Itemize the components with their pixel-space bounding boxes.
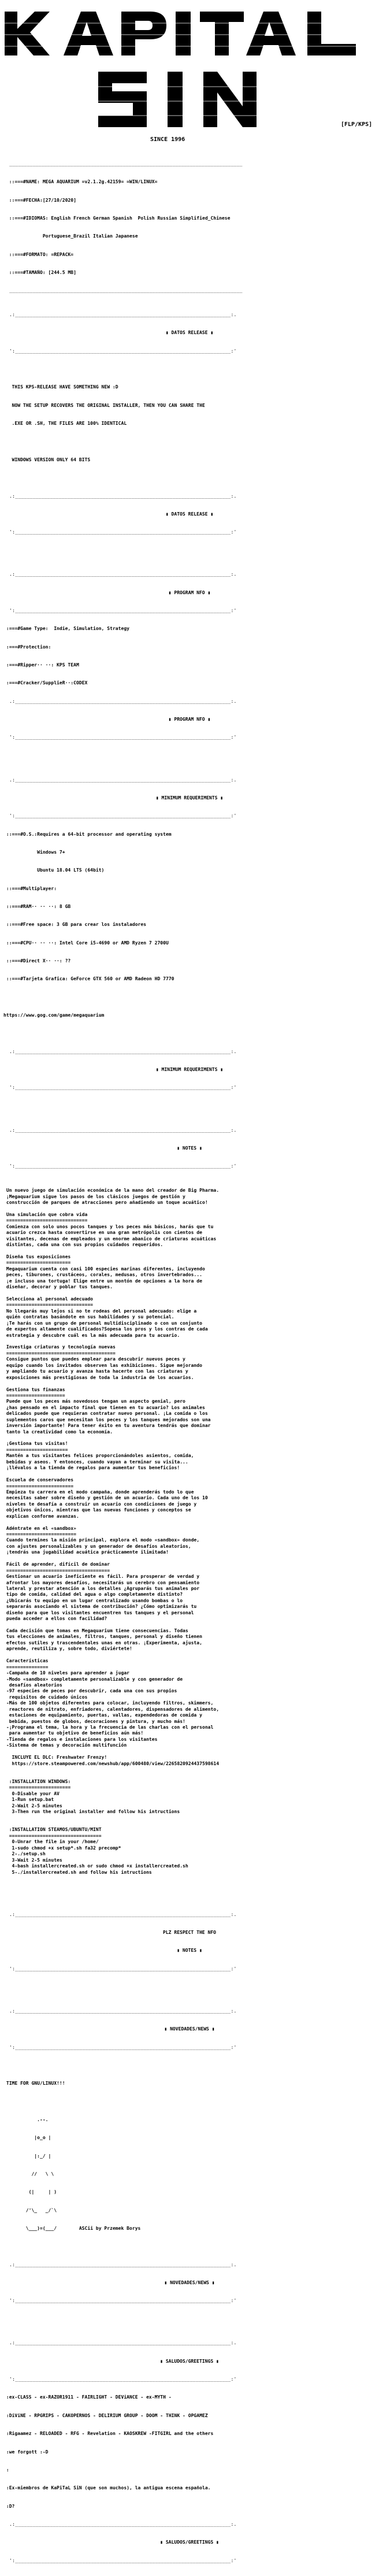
- release-line: [3, 439, 376, 445]
- separator: ':__________________________________________________________________________:': [3, 1085, 237, 1091]
- notes-line: 4-bash installercreated.sh or sudo chmod +x installercreated.sh: [3, 1863, 188, 1869]
- notes-line: 3-Wait 2-5 minutes: [3, 1857, 62, 1863]
- notes-line: Escuela de conservadores: [3, 1477, 74, 1483]
- notes-line: Diseña tus exposiciones: [3, 1254, 71, 1259]
- greeting-line: :: [3, 2467, 9, 2473]
- notes-line: [3, 1652, 376, 1658]
- news-line: [3, 2063, 376, 2069]
- blank-line: [3, 548, 376, 554]
- notes-line: afrontar los mayores desafíos, necesitarás un cerebro con pensamiento: [3, 1580, 200, 1585]
- notes-line: [3, 1339, 376, 1344]
- notes-line: ======================: [3, 1447, 68, 1452]
- notes-line: bebidas y aseos. Y entonces, cuando vayan a terminar su visita...: [3, 1459, 188, 1465]
- separator: ':__________________________________________________________________________:': [3, 2044, 237, 2050]
- notes-line: Gestiona tus finanzas: [3, 1387, 65, 1392]
- section-title-program-end: ▮ PROGRAM NFO ▮: [168, 717, 211, 722]
- separator: ________________________________________________________________________________: [3, 288, 243, 294]
- notes-line: pueda acceder a ellos con facilidad?: [3, 1616, 107, 1622]
- notes-line: efectos sutiles y trascendentales unas en otras. ¡Experimenta, ajusta,: [3, 1640, 202, 1645]
- notes-line: =====================================: [3, 1567, 110, 1573]
- section-title-notes-end: ▮ NOTES ▮: [177, 1948, 202, 1954]
- notes-line: 5-./installercreated.sh and follow his intructions: [3, 1869, 152, 1875]
- notes-line: [3, 1622, 376, 1628]
- program-line: :===#Cracker/SupplieR··:CODEX: [3, 680, 88, 686]
- separator: .:__________________________________________________________________________:.: [3, 2008, 237, 2014]
- separator: .:__________________________________________________________________________:.: [3, 2521, 237, 2527]
- notes-line: aprende, reutiliza y, sobre todo, diviértete!: [3, 1646, 132, 1652]
- notes-line: con ajustes personalizables y un generador de desafíos aleatorios,: [3, 1543, 191, 1549]
- release-line: .EXE OR .SH, THE FILES ARE 100% IDENTICAL: [3, 421, 127, 427]
- notes-line: ¿has pensado en el impacto final que tienen en tu acuario? Los animales: [3, 1404, 205, 1410]
- notes-line: =================================: [3, 1833, 102, 1839]
- notes-line: -97 especies de peces por descubrir, cada una con sus propios: [3, 1688, 177, 1694]
- req-line: ::===#O.S.:Requires a 64-bit processor and operating system: [3, 831, 172, 837]
- notes-line: 2-Wait 2-5 minutes: [3, 1803, 62, 1808]
- greeting-line: :Rigaamez - RELOADED - RFG - Revelation - KAOSKREW -FITGIRL and the others: [3, 2431, 214, 2437]
- separator: ________________________________________________________________________________: [3, 161, 243, 166]
- ascii-credit: \___)=(___/ ASCii by Przemek Borys: [3, 2225, 141, 2231]
- separator: .:__________________________________________________________________________:.: [3, 777, 237, 783]
- separator: ':__________________________________________________________________________:': [3, 529, 237, 535]
- notes-line: para aumentar tu objetivo de beneficios aún más!: [3, 1730, 144, 1736]
- separator: .:__________________________________________________________________________:.: [3, 1911, 237, 1917]
- release-line: WINDOWS VERSION ONLY 64 BITS: [3, 457, 91, 462]
- kapital-sin-logo: [0, 0, 379, 144]
- notes-line: [3, 1773, 376, 1779]
- notes-line: Megaquarium cuenta con casi 100 especies marinas diferentes, incluyendo: [3, 1266, 205, 1272]
- separator: .:__________________________________________________________________________:.: [3, 493, 237, 499]
- notes-line: 0-Unrar the file in your /home/: [3, 1839, 99, 1845]
- notes-line: Adéntrate en el «sandbox»: [3, 1525, 76, 1531]
- logo-graphic: [0, 0, 379, 144]
- notes-line: 1-sudo chmod +x setup*.sh fa32 precomp*: [3, 1845, 121, 1851]
- separator: ':__________________________________________________________________________:': [3, 608, 237, 614]
- notes-line: [3, 1815, 376, 1821]
- notes-line: Puede que los peces más novedosos tengan un aspecto genial, pero: [3, 1399, 185, 1404]
- separator: .:__________________________________________________________________________:.: [3, 1048, 237, 1054]
- separator: ':__________________________________________________________________________:': [3, 2558, 237, 2563]
- info-line: ::===#FORMATO: =REPACK=: [3, 251, 74, 257]
- section-title-datos-end: ▮ DATOS RELEASE ▮: [165, 511, 214, 517]
- blank-line: [3, 2316, 376, 2322]
- separator: .:__________________________________________________________________________:.: [3, 312, 237, 318]
- notes-line: objetivos únicos, mientras que las nuevas funciones y conceptos se: [3, 1507, 191, 1513]
- separator: ':__________________________________________________________________________:': [3, 2377, 237, 2382]
- notes-line: necesitas saber sobre diseño y gestión de un acuario. Cada uno de los 10: [3, 1495, 208, 1501]
- section-title-saludos-end: ▮ SALUDOS/GREETINGS ▮: [160, 2540, 219, 2545]
- notes-line: delicados puede que requieran contratar nuevo personal. ¡La comida o los: [3, 1411, 208, 1417]
- notes-line: estrategia y descubre cuál es la más adecuada para tu acuario.: [3, 1332, 180, 1338]
- notes-line: :INSTALLATION WINDOWS:: [3, 1778, 71, 1784]
- notes-line: -Campaña de 10 niveles para aprender a jugar: [3, 1670, 130, 1676]
- since-text: SINCE 1996: [150, 136, 185, 143]
- blank-line: [3, 1031, 376, 1036]
- notes-line: ¡e incluso una tortuga! Elige entre un montón de opciones a la hora de: [3, 1278, 202, 1284]
- req-line: Windows 7+: [3, 849, 65, 855]
- notes-line: [3, 1472, 376, 1477]
- notes-line: equipo cuando los invitados observen las exhibiciones. Sigue mejorando: [3, 1362, 202, 1368]
- section-title-saludos: ▮ SALUDOS/GREETINGS ▮: [160, 2358, 219, 2364]
- notes-line: 3-Then run the original installer and follow his intructions: [3, 1809, 180, 1815]
- req-line: ::===#RAM·· ·· ··: 8 GB: [3, 904, 71, 910]
- greeting-line: :we forgott :-D: [3, 2449, 49, 2455]
- notes-line: de expertos altamente cualificados?Sopesa los pros y los contras de cada: [3, 1326, 208, 1332]
- req-line: ::===#CPU·· ·· ··: Intel Core i5-4690 or AMD Ryzen 7 2700U: [3, 940, 169, 946]
- notes-line: -Sistema de temas y decoración multifunción: [3, 1743, 127, 1748]
- section-title-min: ▮ MINIMUM REQUERIMENTS ▮: [155, 795, 224, 800]
- ascii-penguin-art: /'\_ _/`\: [3, 2207, 57, 2213]
- notes-line: ¡Megaquarium sigue los pasos de los clásicos juegos de gestión y: [3, 1194, 185, 1199]
- section-title-notes: ▮ NOTES ▮: [177, 1145, 202, 1151]
- section-title-datos: ▮ DATOS RELEASE ▮: [165, 330, 214, 336]
- greeting-line: :Ex-miembros de KaPiTaL SiN (que son muchos), la antigua escena española.: [3, 2485, 211, 2491]
- notes-line: diseño para que los visitantes encuentren tus tanques y el personal: [3, 1610, 194, 1615]
- ascii-penguin-art: // \ \: [3, 2171, 54, 2177]
- notes-line: tus elecciones de animales, filtros, tanques, personal y diseño tienen: [3, 1634, 202, 1640]
- notes-line: [3, 1749, 376, 1755]
- notes-line: Fácil de aprender, difícil de dominar: [3, 1562, 110, 1567]
- respect-text: PLZ RESPECT THE NFO: [162, 1929, 217, 1935]
- notes-line: ¿Ubicarás tu equipo en un lugar centralizado usando bombas o lo: [3, 1598, 183, 1603]
- notes-line: [3, 1821, 376, 1827]
- notes-line: [3, 1767, 376, 1773]
- notes-line: 1-Run setup.bat: [3, 1797, 54, 1803]
- notes-line: :INSTALLATION STEAMOS/UBUNTU/MINT: [3, 1827, 102, 1833]
- req-line: ::===#Tarjeta Grafica: GeForce GTX 560 or AMD Radeon HD 7770: [3, 976, 174, 982]
- notes-line: =======================================: [3, 1350, 116, 1356]
- greeting-line: :DiViNE - RPGRIPS - CAKOPERNOS - DELIRIUM GROUP - DOOM - THINK - OPGAMEZ: [3, 2412, 208, 2418]
- separator: .:__________________________________________________________________________:.: [3, 698, 237, 704]
- ascii-credit-text: ASCii by Przemek Borys: [79, 2225, 141, 2231]
- req-line: Ubuntu 18.04 LTS (64bit): [3, 868, 105, 873]
- notes-line: INCLUYE EL DLC: Freshwater Frenzy!: [3, 1755, 107, 1760]
- req-line: ::===#Free space: 3 GB para crear los instaladores: [3, 922, 147, 928]
- notes-line: ===============: [3, 1664, 49, 1670]
- section-title-novedades: ▮ NOVEDADES/NEWS ▮: [164, 2026, 215, 2032]
- notes-line: estaciones de equipamiento, puertas, vallas, expendedoras de comida y: [3, 1713, 202, 1718]
- news-line: TIME FOR GNU/LINUX!!!: [3, 2081, 65, 2086]
- info-line: ::===#NAME: MEGA AQUARIUM =v2.1.2g.42159= =WIN/LINUX=: [3, 179, 158, 185]
- notes-line: lateral y prestar atención a los detalles ¿Agruparás tus animales por: [3, 1585, 200, 1591]
- nfo-body: [3, 149, 376, 2576]
- separator: .:__________________________________________________________________________:.: [3, 572, 237, 577]
- notes-line: -Más de 100 objetos diferentes para colocar, incluyendo filtros, skimmers,: [3, 1700, 214, 1706]
- info-line: ::===#FECHA:[27/10/2020]: [3, 197, 76, 203]
- notes-line: ¡llévalos a la tienda de regalos para aumentar tus beneficios!: [3, 1465, 180, 1471]
- separator: .:__________________________________________________________________________:.: [3, 2262, 237, 2267]
- notes-line: peces, tiburones, crustáceos, corales, medusas, otros invertebrados...: [3, 1272, 202, 1278]
- notes-line: Mantén a tus visitantes felices proporcionándoles asientos, comida,: [3, 1453, 194, 1459]
- req-line: ::===#Direct X·· ··: ??: [3, 958, 71, 964]
- greeting-line: :D?: [3, 2503, 15, 2509]
- store-url[interactable]: https://www.gog.com/game/megaquarium: [3, 1013, 105, 1018]
- notes-line: ========================: [3, 1483, 74, 1489]
- notes-line: [3, 1248, 376, 1254]
- separator: ':__________________________________________________________________________:': [3, 1163, 237, 1169]
- notes-line: distintas, cada una con sus propios cuidados requeridos.: [3, 1242, 164, 1247]
- notes-block: [3, 1182, 376, 1876]
- ascii-penguin-art: (| | ): [3, 2189, 57, 2195]
- notes-line: [3, 1556, 376, 1562]
- program-line: :===#Ripper·· ··: KPS TEAM: [3, 662, 79, 668]
- notes-line: Un nuevo juego de simulación económica de la mano del creador de Big Pharma.: [3, 1188, 220, 1194]
- notes-line: Comienza con solo unos pocos tanques y los peces más básicos, harás que tu: [3, 1224, 214, 1229]
- blank-line: [3, 995, 376, 1000]
- notes-line: [3, 1206, 376, 1211]
- notes-line: =========================: [3, 1532, 76, 1537]
- separator: ':__________________________________________________________________________:': [3, 813, 237, 819]
- notes-line: quién contratas basándote en sus habilidades y su potencial.: [3, 1314, 174, 1320]
- notes-line: ======================: [3, 1785, 71, 1791]
- notes-line: explican conforme avanzas.: [3, 1513, 79, 1519]
- notes-line: exposiciones más prestigiosas de toda la industria de los acuarios.: [3, 1374, 194, 1380]
- notes-line: 0-Disable your AV: [3, 1791, 60, 1796]
- notes-line: visitantes, decenas de empleados y un enorme abanico de criaturas acuáticas: [3, 1236, 217, 1241]
- notes-line: ¡Gestiona tus visitas!: [3, 1441, 68, 1447]
- notes-line: ¡Te harás con un grupo de personal multidisciplinado o con un conjunto: [3, 1320, 202, 1326]
- separator: ':__________________________________________________________________________:': [3, 735, 237, 740]
- section-title-min-end: ▮ MINIMUM REQUERIMENTS ▮: [155, 1067, 224, 1073]
- notes-line[interactable]: https://store.steampowered.com/newshub/app/600480/view/2265820924437598614: [3, 1760, 220, 1766]
- info-line: Portuguese_Brazil Italian Japanese: [3, 233, 138, 239]
- blank-line: [3, 1984, 376, 1990]
- ascii-penguin-art: .--.: [3, 2117, 49, 2122]
- section-title-novedades-end: ▮ NOVEDADES/NEWS ▮: [164, 2280, 215, 2285]
- info-line: ::===#IDIOMAS: English French German Spanish Polish Russian Simplified_Chinese: [3, 215, 231, 221]
- blank-line: [3, 1103, 376, 1109]
- release-line: THIS KPS-RELEASE HAVE SOMETHING NEW :D: [3, 384, 118, 390]
- program-line: :===#Game Type: Indie, Simulation, Strategy: [3, 626, 130, 632]
- ascii-penguin-art: |:_/ |: [3, 2153, 51, 2159]
- notes-line: niveles te desafía a construir un acuario con condiciones de juego y: [3, 1501, 197, 1507]
- notes-line: acuario crezca hasta convertirse en una gran metrópolis con cientos de: [3, 1230, 202, 1236]
- notes-line: -¡Programa el tema, la hora y la frecuencia de las charlas con el personal: [3, 1725, 214, 1730]
- req-line: ::===#Multiplayer:: [3, 885, 57, 891]
- notes-line: =============================: [3, 1218, 88, 1224]
- notes-line: suplementos caros que necesitan los peces y los tanques mejorados son una: [3, 1417, 211, 1422]
- notes-line: -Modo «sandbox» completamente personalizable y con generador de: [3, 1676, 183, 1682]
- notes-line: [3, 1435, 376, 1441]
- notes-line: inversión importante! Para tener éxito en tu aventura tendrás que dominar: [3, 1423, 211, 1429]
- notes-line: Consigue puntos que puedes emplear para descubrir nuevos peces y: [3, 1356, 185, 1362]
- blank-line: [3, 1893, 376, 1899]
- notes-line: Características: [3, 1658, 49, 1664]
- separator: .:__________________________________________________________________________:.: [3, 1127, 237, 1133]
- notes-line: =====================: [3, 1392, 65, 1398]
- notes-line: ===============================: [3, 1302, 94, 1308]
- group-tag: [FLP/KPS]: [341, 121, 373, 128]
- separator: .:__________________________________________________________________________:.: [3, 2340, 237, 2346]
- notes-line: reactores de nitrato, enfriadores, calentadores, dispensadores de alimento,: [3, 1706, 220, 1712]
- section-title-program: ▮ PROGRAM NFO ▮: [168, 590, 211, 595]
- blank-line: [3, 2244, 376, 2249]
- notes-line: tipo de comida, calidad del agua o algo completamente distinto?: [3, 1592, 183, 1598]
- blank-line: [3, 366, 376, 372]
- notes-line: Una simulación que cobra vida: [3, 1211, 88, 1217]
- notes-line: tanto la creatividad como la economía.: [3, 1429, 113, 1435]
- notes-line: Cuando termines la misión principal, explora el modo «sandbox» donde,: [3, 1537, 200, 1543]
- notes-line: construcción de parques de atracciones pero añadiendo un toque acuático!: [3, 1199, 208, 1205]
- ascii-penguin-art: |o_o |: [3, 2135, 51, 2141]
- separator: ':__________________________________________________________________________:': [3, 2298, 237, 2304]
- blank-line: [3, 475, 376, 481]
- program-line: :===#Protection:: [3, 644, 51, 650]
- notes-line: Selecciona al personal adecuado: [3, 1296, 94, 1302]
- notes-line: desafíos aleatorios: [3, 1682, 62, 1688]
- notes-line: ¡tendrás una jugabilidad acuática prácticamente ilimitada!: [3, 1550, 169, 1555]
- notes-line: [3, 1182, 376, 1188]
- blank-line: [3, 2099, 376, 2105]
- notes-line: =======================: [3, 1260, 71, 1266]
- notes-line: Cada decisión que tomas en Megaquarium tiene consecuencias. Todas: [3, 1628, 188, 1633]
- notes-line: Gestionar un acuario ineficiente es fácil. Para prosperar de verdad y: [3, 1574, 200, 1580]
- notes-line: diseñar, decorar y poblar tus tanques.: [3, 1284, 113, 1290]
- separator: ':__________________________________________________________________________:': [3, 348, 237, 354]
- notes-line: [3, 1291, 376, 1296]
- notes-line: 2-./setup.sh: [3, 1851, 46, 1857]
- info-line: ::===#TAMAÑO: [244.5 MB]: [3, 269, 76, 275]
- blank-line: [3, 753, 376, 759]
- notes-line: -Tienda de regalos e instalaciones para los visitantes: [3, 1736, 158, 1742]
- notes-line: requisitos de cuidado únicos: [3, 1694, 88, 1700]
- notes-line: Investiga criaturas y tecnología nuevas: [3, 1344, 116, 1350]
- notes-line: [3, 1519, 376, 1525]
- release-line: NOW THE SETUP RECOVERS THE ORIGINAL INSTALLER, THEN YOU CAN SHARE THE: [3, 402, 205, 408]
- notes-line: bebida, puestos de globos, decoraciones y pintura, y mucho más!: [3, 1718, 185, 1724]
- notes-line: [3, 1381, 376, 1387]
- greeting-line: :ex-CLASS - ex-RAZOR1911 - FAIRLIGHT - DEViANCE - ex-MYTH -: [3, 2395, 172, 2400]
- notes-line: No llegarás muy lejos si no te rodeas del personal adecuado: elige a: [3, 1308, 197, 1314]
- separator: ':__________________________________________________________________________:': [3, 1966, 237, 1971]
- notes-line: y ampliando tu acuario y avanza hasta hacerte con las criaturas y: [3, 1369, 188, 1374]
- notes-line: separarás asociando el sistema de contribución? ¿Cómo optimizarás tu: [3, 1604, 197, 1610]
- notes-line: Empieza tu carrera en el modo campaña, donde aprenderás todo lo que: [3, 1489, 194, 1495]
